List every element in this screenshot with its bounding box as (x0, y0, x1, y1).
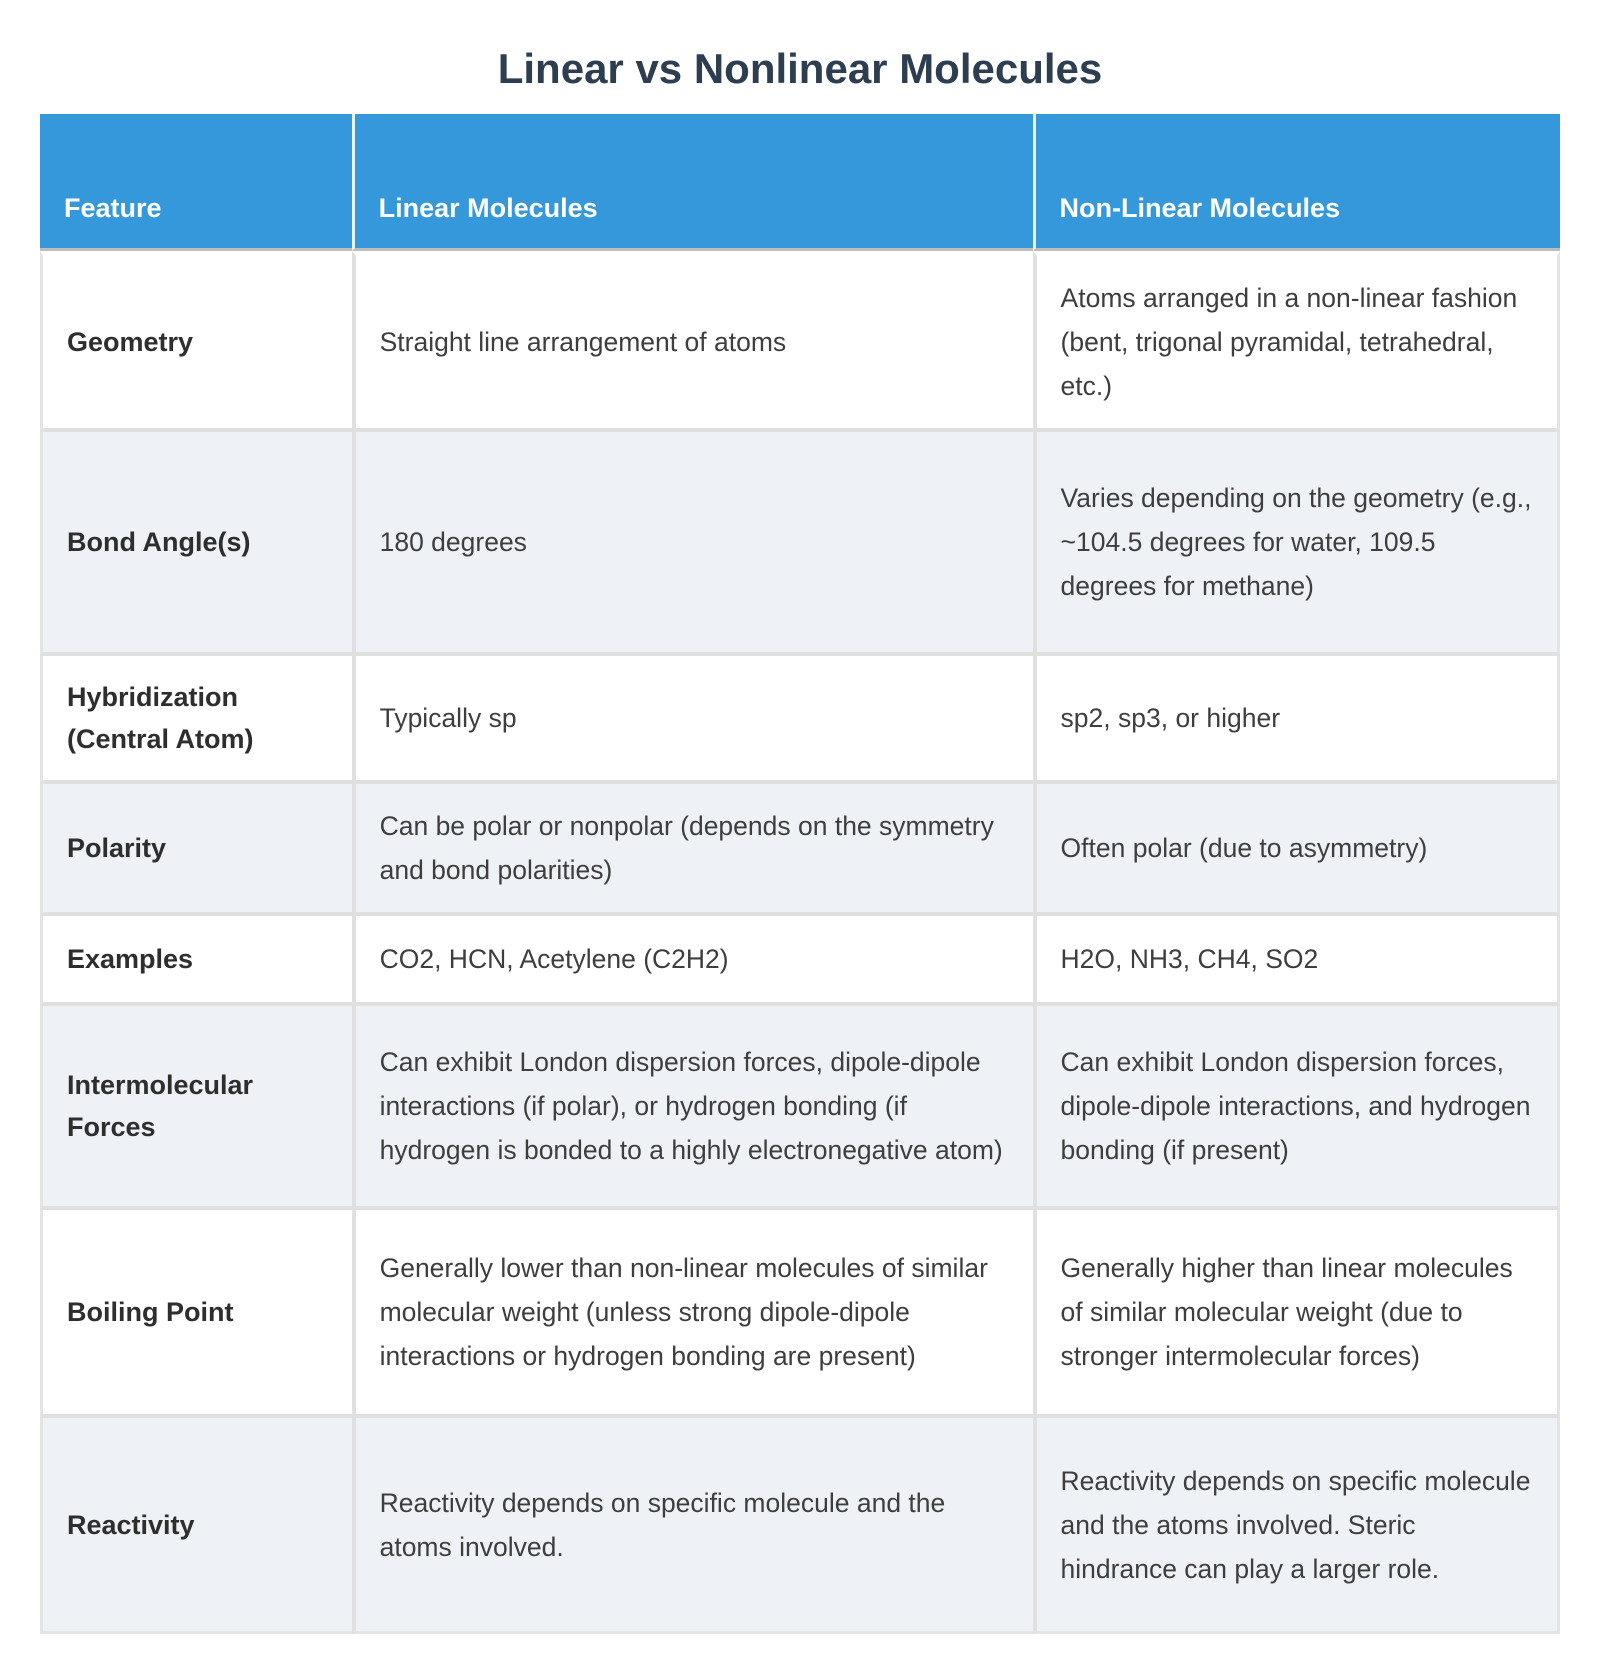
table-row-geometry (40, 251, 1560, 432)
table-row-intermolecular-forces (40, 1006, 1560, 1210)
nonlinear-cell: Varies depending on the geometry (e.g., ~104.5 degrees for water, 109.5 degrees for methane) (1033, 432, 1560, 656)
feature-cell: Reactivity (40, 1418, 352, 1634)
linear-cell: Straight line arrangement of atoms (352, 251, 1033, 432)
nonlinear-cell: H2O, NH3, CH4, SO2 (1033, 916, 1560, 1006)
table-row-hybridization (40, 656, 1560, 784)
nonlinear-cell: Often polar (due to asymmetry) (1033, 784, 1560, 916)
header-linear: Linear Molecules (352, 114, 1033, 251)
nonlinear-cell: Can exhibit London dispersion forces, dipole-dipole interactions, and hydrogen bonding (if present) (1033, 1006, 1560, 1210)
feature-cell: Boiling Point (40, 1210, 352, 1418)
feature-cell: Polarity (40, 784, 352, 916)
header-feature: Feature (40, 114, 352, 251)
page-title: Linear vs Nonlinear Molecules (497, 45, 1103, 92)
linear-cell: CO2, HCN, Acetylene (C2H2) (352, 916, 1033, 1006)
table-row-boiling-point (40, 1210, 1560, 1418)
feature-cell: Intermolecular Forces (40, 1006, 352, 1210)
feature-cell: Hybridization (Central Atom) (40, 656, 352, 784)
table-header-row (40, 114, 1560, 251)
linear-cell: Can be polar or nonpolar (depends on the symmetry and bond polarities) (352, 784, 1033, 916)
page-container (40, 0, 1560, 1679)
table-row-reactivity (40, 1418, 1560, 1634)
nonlinear-cell: sp2, sp3, or higher (1033, 656, 1560, 784)
table-row-examples (40, 916, 1560, 1006)
table-row-polarity (40, 784, 1560, 916)
nonlinear-cell: Reactivity depends on specific molecule and the atoms involved. Steric hindrance can play a larger role. (1033, 1418, 1560, 1634)
table-row-bond-angle (40, 432, 1560, 656)
header-nonlinear: Non-Linear Molecules (1033, 114, 1560, 251)
feature-cell: Geometry (40, 251, 352, 432)
linear-cell: Can exhibit London dispersion forces, dipole-dipole interactions (if polar), or hydrogen bonding (if hydrogen is bonded to a highly electronegative atom) (352, 1006, 1033, 1210)
nonlinear-cell: Atoms arranged in a non-linear fashion (bent, trigonal pyramidal, tetrahedral, etc.) (1033, 251, 1560, 432)
comparison-table (40, 114, 1560, 1634)
linear-cell: Generally lower than non-linear molecules of similar molecular weight (unless strong dipole-dipole interactions or hydrogen bonding are present) (352, 1210, 1033, 1418)
linear-cell: Reactivity depends on specific molecule and the atoms involved. (352, 1418, 1033, 1634)
feature-cell: Examples (40, 916, 352, 1006)
nonlinear-cell: Generally higher than linear molecules of similar molecular weight (due to stronger intermolecular forces) (1033, 1210, 1560, 1418)
feature-cell: Bond Angle(s) (40, 432, 352, 656)
linear-cell: Typically sp (352, 656, 1033, 784)
linear-cell: 180 degrees (352, 432, 1033, 656)
